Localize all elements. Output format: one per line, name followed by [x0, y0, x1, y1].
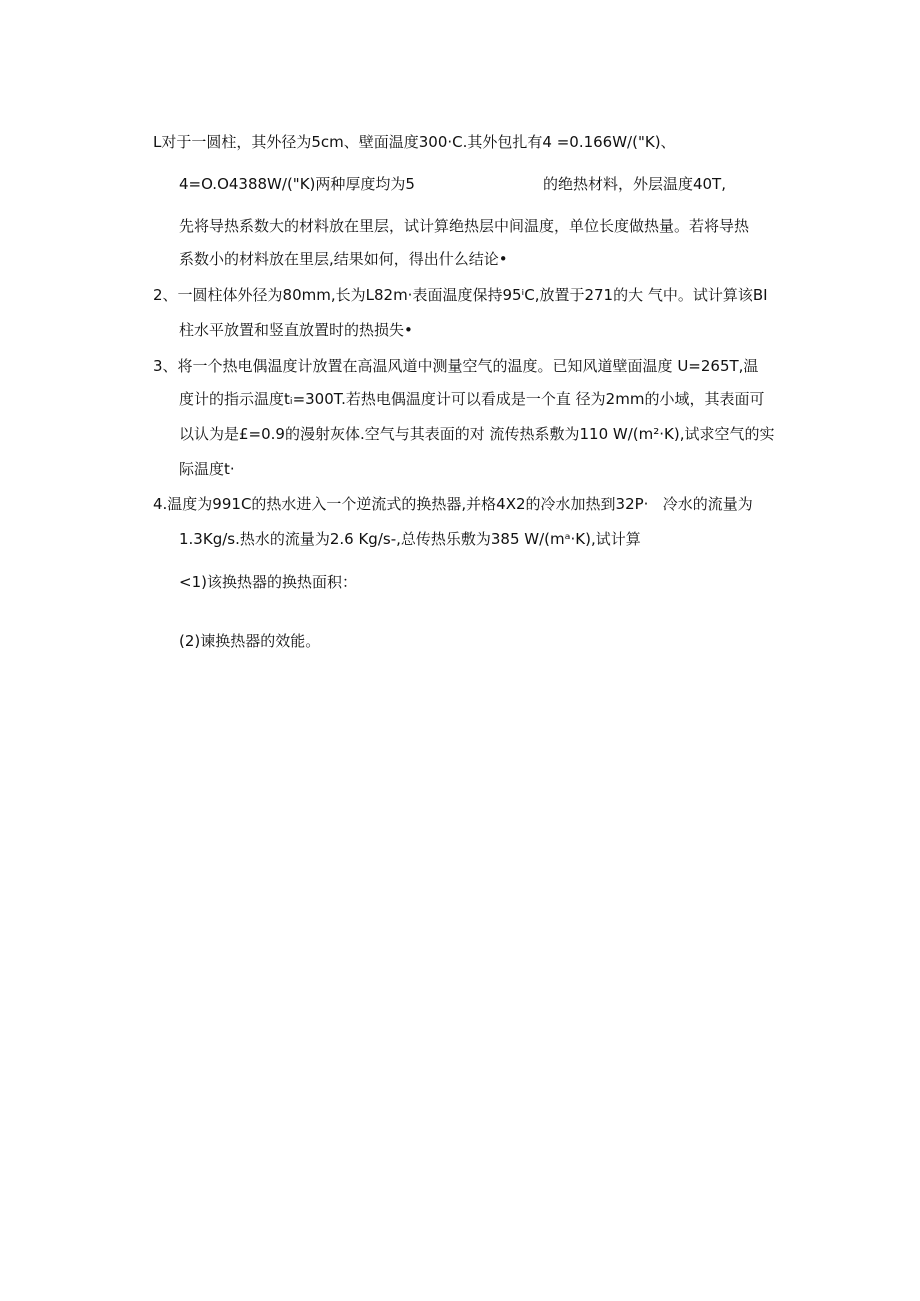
problem-4-subquestion-2: (2)谏换热器的效能。 [179, 632, 321, 650]
problem-1-line-3: 先将导热系数大的材料放在里层，试计算绝热层中间温度，单位长度做热量。若将导热 [179, 217, 750, 235]
problem-4-line-1: 4.温度为991C的热水进入一个逆流式的换热器,并格4X2的冷水加热到32P· 冷水的流量为 [153, 495, 753, 513]
problem-1-line-1: L对于一圆柱，其外径为5cm、壁面温度300·C.其外包扎有4 =0.166W/("K)、 [153, 133, 676, 151]
problem-2-line-1: 2、一圆柱体外径为80mm,长为L82m·表面温度保持95ⁱC,放置于271的大 气中。试计算该BI [153, 286, 768, 304]
problem-3-line-4: 际温度t· [179, 460, 235, 478]
problem-3-line-3: 以认为是£=0.9的漫射灰体.空气与其表面的对 流传热系敷为110 W/(m²·K),试求空气的实 [179, 425, 775, 443]
problem-1-line-2 [179, 173, 726, 195]
problem-2-line-2: 柱水平放置和竖直放置时的热损失• [179, 321, 413, 339]
problem-3-line-2: 度计的指示温度tᵢ=300T.若热电偶温度计可以看成是一个直 径为2mm的小域，其表面可 [179, 390, 765, 408]
problem-4-subquestion-1: <1)该换热器的换热面积： [179, 573, 357, 591]
problem-1-line-2-part-b: 的绝热材料，外层温度40T, [542, 175, 726, 193]
problem-3-line-1: 3、将一个热电偶温度计放置在高温风道中测量空气的温度。已知风道壁面温度 U=265T,温 [153, 357, 759, 375]
problem-1-line-2-part-a: 4=O.O4388W/("K)两种厚度均为5 [179, 175, 415, 193]
problem-1-line-4: 系数小的材料放在里层,结果如何，得出什么结论• [179, 250, 508, 268]
problem-4-line-2: 1.3Kg/s.热水的流量为2.6 Kg/s-,总传热乐敷为385 W/(mᵃ·K),试计算 [179, 530, 641, 548]
